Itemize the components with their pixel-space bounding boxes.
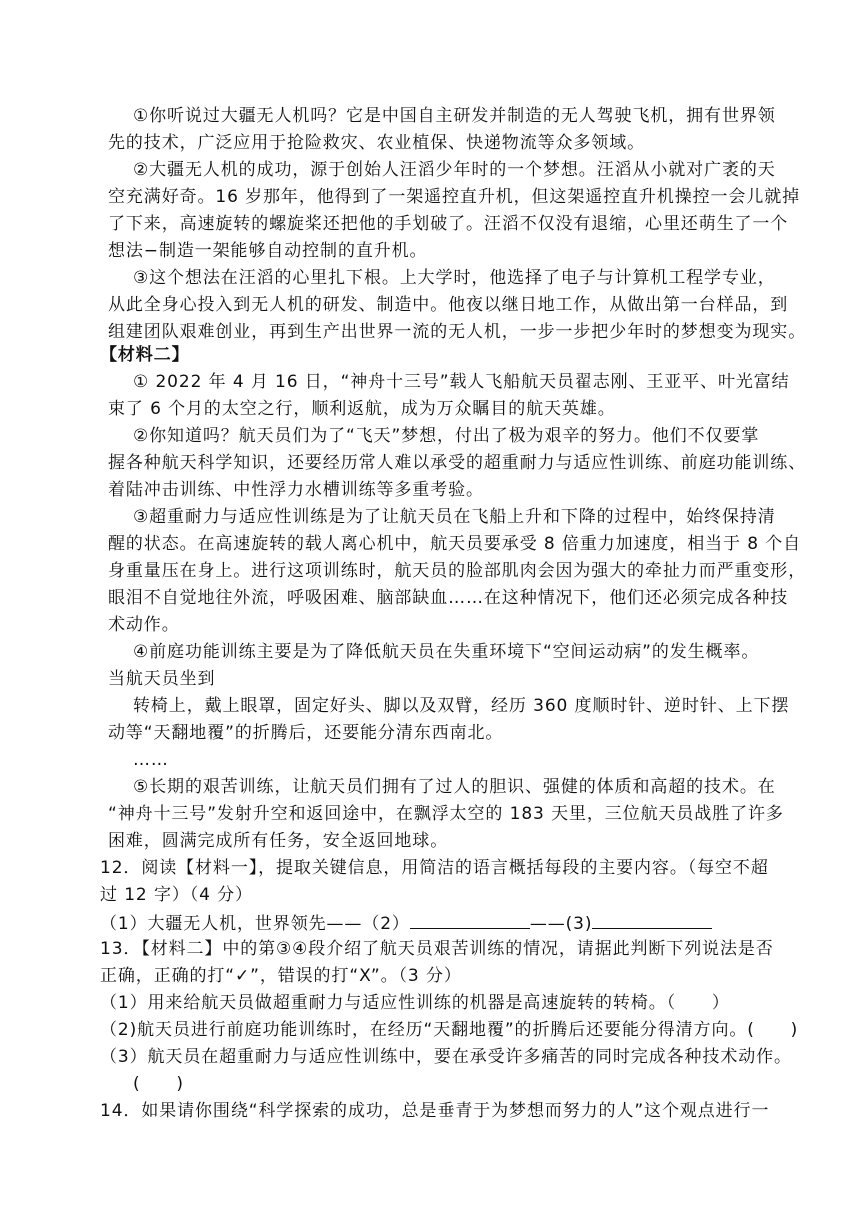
- q13-statement-2: （2)航天员进行前庭功能训练时，在经历“天翻地覆”的折腾后还要能分得清方向。( ): [100, 1020, 799, 1040]
- m2-p5-line1: ⑤长期的艰苦训练，让航天员们拥有了过人的胆识、强健的体质和高超的技术。在: [133, 777, 776, 797]
- m2-p3-line2: 醒的状态。在高速旋转的载人离心机中，航天员要承受 8 倍重力加速度，相当于 8 个自: [108, 534, 802, 554]
- m1-p2-line2: 空充满好奇。16 岁那年，他得到了一架遥控直升机，但这架遥控直升机操控一会儿就掉: [108, 187, 801, 207]
- m2-p4-line3: 转椅上，戴上眼罩，固定好头、脚以及双臂，经历 360 度顺时针、逆时针、上下摆: [133, 696, 790, 716]
- m2-p2-line3: 着陆冲击训练、中性浮力水槽训练等多重考验。: [108, 480, 484, 500]
- m2-p3-line4: 眼泪不自觉地往外流，呼吸困难、脑部缺血……在这种情况下，他们还必须完成各种技: [108, 588, 789, 608]
- m2-p4-line4: 动等“天翻地覆”的折腾后，还要能分清东西南北。: [108, 723, 504, 743]
- q12-line2: 过 12 字）（4 分）: [100, 885, 253, 905]
- q13-statement-3-paren[interactable]: ( ): [133, 1074, 184, 1094]
- m2-p5-line2: “神舟十三号”发射升空和返回途中，在飘浮太空的 183 天里，三位航天员战胜了许多: [108, 804, 784, 824]
- m2-p4-line1: ④前庭功能训练主要是为了降低航天员在失重环境下“空间运动病”的发生概率。: [133, 642, 760, 662]
- q12-blank-2[interactable]: [410, 910, 530, 929]
- m2-p3-line1: ③超重耐力与适应性训练是为了让航天员在飞船上升和下降的过程中，始终保持清: [133, 507, 776, 527]
- q12-answer-row: [100, 910, 712, 936]
- material2-heading: 【材料二】: [100, 345, 190, 365]
- q13-statement-1: （1）用来给航天员做超重耐力与适应性训练的机器是高速旋转的转椅。（ ）: [100, 993, 730, 1013]
- m2-p3-line5: 术动作。: [108, 615, 180, 635]
- q12-answer-mid: ——(3): [529, 914, 593, 934]
- q12-line1: 12．阅读【材料一】，提取关键信息，用简洁的语言概括每段的主要内容。（每空不超: [100, 858, 769, 878]
- m1-p1-line2: 先的技术，广泛应用于抢险救灾、农业植保、快递物流等众多领域。: [108, 133, 645, 153]
- m2-p2-line1: ②你知道吗？航天员们为了“飞天”梦想，付出了极为艰辛的努力。他们不仅要掌: [133, 426, 760, 446]
- q14-line1: 14．如果请你围绕“科学探索的成功，总是垂青于为梦想而努力的人”这个观点进行一: [100, 1101, 770, 1121]
- m2-p2-line2: 握各种航天科学知识，还要经历常人难以承受的超重耐力与适应性训练、前庭功能训练、: [108, 453, 807, 473]
- q12-blank-3[interactable]: [592, 910, 712, 929]
- m1-p3-line2: 从此全身心投入到无人机的研发、制造中。他夜以继日地工作，从做出第一台样品，到: [108, 295, 789, 315]
- m1-p3-line1: ③这个想法在汪滔的心里扎下根。上大学时，他选择了电子与计算机工程学专业，: [133, 268, 776, 288]
- m2-ellipsis: ……: [133, 750, 169, 770]
- m1-p2-line3: 了下来，高速旋转的螺旋桨还把他的手划破了。汪滔不仅没有退缩，心里还萌生了一个: [108, 214, 789, 234]
- q12-answer-prefix: （1）大疆无人机，世界领先——（2）: [100, 914, 410, 934]
- q13-line2: 正确，正确的打“✓”，错误的打“X”。（3 分）: [100, 966, 462, 986]
- q13-line1: 13．【材料二】中的第③④段介绍了航天员艰苦训练的情况，请据此判断下列说法是否: [100, 939, 774, 959]
- m1-p2-line1: ②大疆无人机的成功，源于创始人汪滔少年时的一个梦想。汪滔从小就对广袤的天: [133, 160, 776, 180]
- m1-p3-line3: 组建团队艰难创业，再到生产出世界一流的无人机，一步一步把少年时的梦想变为现实。: [108, 322, 807, 342]
- m2-p1-line1: ① 2022 年 4 月 16 日，“神舟十三号”载人飞船航天员翟志刚、王亚平、叶光富结: [133, 372, 790, 392]
- q13-statement-3: （3）航天员在超重耐力与适应性训练中，要在承受许多痛苦的同时完成各种技术动作。: [100, 1047, 792, 1067]
- m2-p1-line2: 束了 6 个月的太空之行，顺利返航，成为万众瞩目的航天英雄。: [108, 399, 616, 419]
- m1-p1-line1: ①你听说过大疆无人机吗？它是中国自主研发并制造的无人驾驶飞机，拥有世界领: [133, 106, 776, 126]
- m1-p2-line4: 想法−制造一架能够自动控制的直升机。: [108, 241, 428, 261]
- m2-p3-line3: 身重量压在身上。进行这项训练时，航天员的脸部肌肉会因为强大的牵扯力而严重变形，: [108, 561, 807, 581]
- m2-p4-line2: 当航天员坐到: [108, 669, 216, 689]
- m2-p5-line3: 困难，圆满完成所有任务，安全返回地球。: [108, 831, 449, 851]
